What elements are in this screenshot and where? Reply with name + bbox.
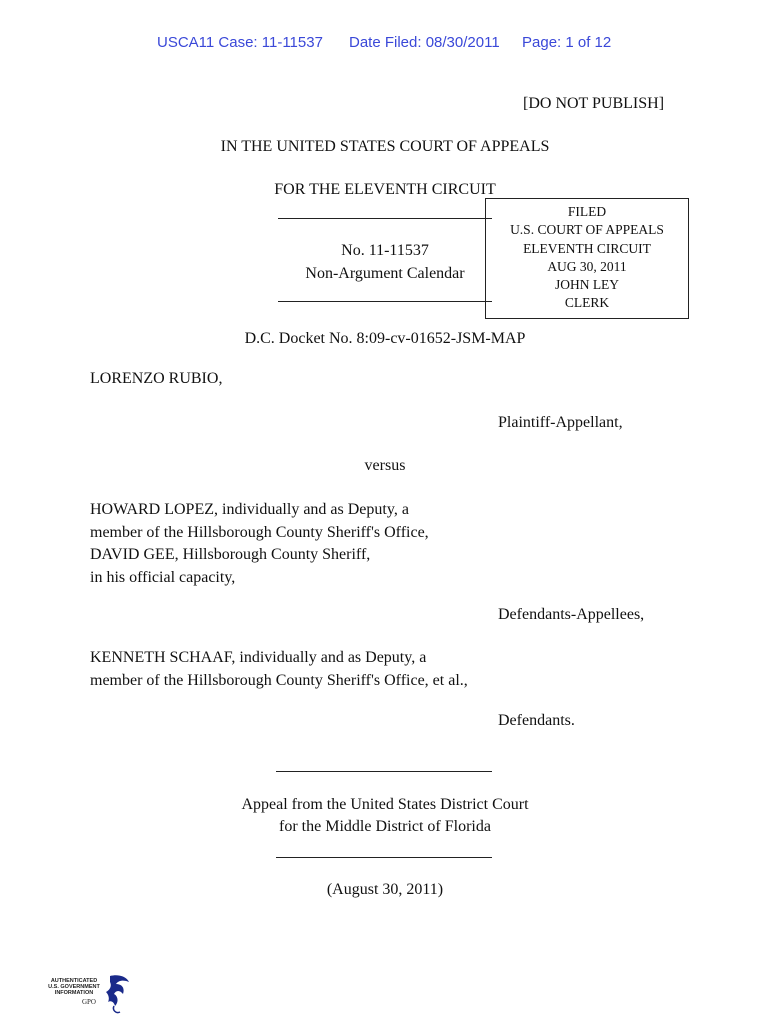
gpo-seal-text [44,978,104,997]
other-defendants-block [90,647,468,692]
plaintiff-role: Plaintiff-Appellant, [498,414,623,431]
filed-stamp-line: ELEVENTH CIRCUIT [523,240,651,256]
versus-label: versus [364,457,406,474]
other-defendants-role: Defendants. [498,712,575,729]
gpo-mark: GPO [81,998,96,1006]
filed-stamp-line: JOHN LEY [554,277,620,293]
header-case-number: USCA11 Case: 11-11537 [157,34,323,51]
appeal-top-rule [276,771,492,772]
appeal-bottom-rule [276,857,492,858]
filed-stamp-line: CLERK [564,295,610,311]
gpo-seal-line: INFORMATION [54,990,94,997]
defendants-role: Defendants-Appellees, [498,606,645,623]
filed-stamp-line: U.S. COURT OF APPEALS [510,222,664,238]
appeal-line-1: Appeal from the United States District Court [241,796,529,813]
defendants-line: in his official capacity, [90,568,236,586]
docket-bottom-rule [278,301,492,302]
gpo-seal-line: U.S. GOVERNMENT [48,984,100,991]
gpo-seal [44,972,134,1018]
gpo-seal-line: AUTHENTICATED [50,978,98,984]
filed-stamp-line: FILED [567,204,607,219]
other-defendants-line: KENNETH SCHAAF, individually and as Deputy, a [90,649,427,666]
docket-number: No. 11-11537 [341,242,429,259]
header-date-filed: Date Filed: 08/30/2011 [349,34,500,51]
eagle-icon [104,972,132,1018]
publish-note: [DO NOT PUBLISH] [523,95,665,112]
header-page-count: Page: 1 of 12 [522,34,612,51]
court-title: IN THE UNITED STATES COURT OF APPEALS [220,138,550,155]
plaintiff-name: LORENZO RUBIO, [90,370,223,387]
filed-stamp [485,198,689,319]
defendants-block [90,499,429,589]
docket-top-rule [278,218,492,219]
defendants-line: DAVID GEE, Hillsborough County Sheriff, [90,546,371,563]
court-circuit: FOR THE ELEVENTH CIRCUIT [274,181,496,198]
appeal-line-2: for the Middle District of Florida [279,818,491,835]
other-defendants-line: member of the Hillsborough County Sheriff's Office, et al., [90,671,468,689]
dc-docket-number: D.C. Docket No. 8:09-cv-01652-JSM-MAP [244,330,526,347]
decision-date: (August 30, 2011) [326,881,444,898]
defendants-line: member of the Hillsborough County Sheriff's Office, [90,523,429,541]
filed-stamp-line: AUG 30, 2011 [547,258,627,274]
defendants-line: HOWARD LOPEZ, individually and as Deputy, a [90,501,409,518]
docket-calendar: Non-Argument Calendar [305,265,465,282]
